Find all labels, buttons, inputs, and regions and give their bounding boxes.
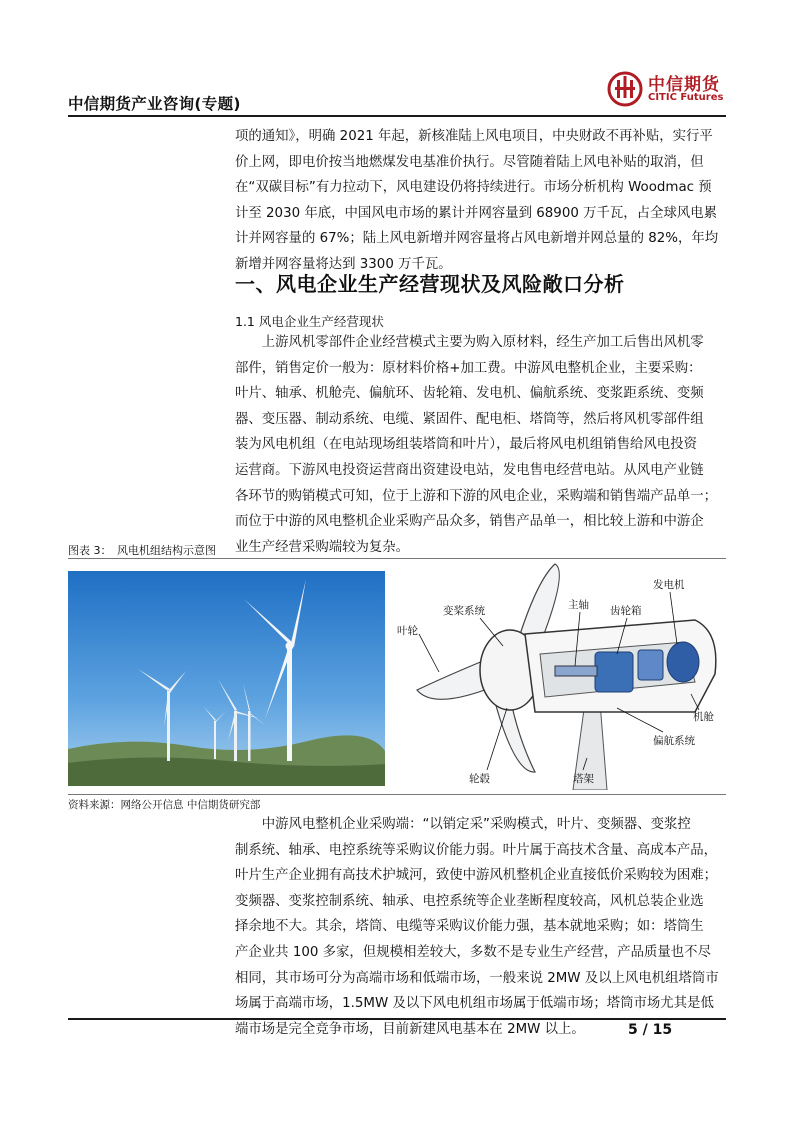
label-main-shaft: 主轴 (568, 599, 589, 611)
logo-chinese-text: 中信期货 (648, 75, 720, 95)
text-line: 相同，其市场可分为高端市场和低端市场，一般来说 2MW 及以上风电机组塔筒市 (235, 970, 719, 986)
paragraph-1 (235, 330, 727, 560)
paragraph-2 (235, 812, 727, 1042)
figure-source: 资料来源：网络公开信息 中信期货研究部 (68, 799, 261, 811)
label-pitch-system: 变桨系统 (443, 605, 485, 617)
wind-farm-photo (68, 571, 385, 786)
text-line: 叶片生产企业拥有高技术护城河，致使中游风机整机企业直接低价采购较为困难； (235, 868, 718, 884)
figure-bottom-rule (68, 794, 726, 795)
text-line: 制系统、轴承、电控系统等采购议价能力弱。叶片属于高技术含量、高成本产品， (235, 842, 718, 858)
text-line: 上游风机零部件企业经营模式主要为购入原材料，经生产加工后售出风机零 (235, 335, 704, 350)
text-line: 价上网，即电价按当地燃煤发电基准价执行。尽管随着陆上风电补贴的取消，但 (235, 154, 704, 170)
text-line: 中游风电整机企业采购端：“以销定采”采购模式，叶片、变频器、变浆控 (235, 817, 691, 832)
subsection-heading: 1.1 风电企业生产经营现状 (235, 314, 384, 329)
label-gearbox: 齿轮箱 (610, 605, 642, 617)
text-line: 部件，销售定价一般为：原材料价格+加工费。中游风电整机企业，主要采购： (235, 360, 702, 376)
label-tower: 塔架 (573, 773, 594, 785)
text-line: 产企业共 100 多家，但规模相差较大，多数不是专业生产经营，产品质量也不尽 (235, 944, 711, 960)
section-heading: 一、风电企业生产经营现状及风险敞口分析 (235, 272, 625, 296)
report-series-title: 中信期货产业咨询(专题) (68, 95, 241, 113)
header-divider (68, 115, 726, 117)
logo-english-text: CITIC Futures (648, 92, 724, 103)
label-nacelle: 机舱 (693, 711, 714, 723)
figure-top-rule (68, 558, 726, 559)
text-line: 运营商。下游风电投资运营商出资建设电站，发电售电经营电站。从风电产业链 (235, 462, 704, 478)
citic-logo-icon (606, 70, 644, 108)
text-line: 叶片、轴承、机舱壳、偏航环、齿轮箱、发电机、偏航系统、变浆距系统、变频 (235, 386, 704, 402)
text-line: 器、变压器、制动系统、电缆、紧固件、配电柜、塔筒等，然后将风机零部件组 (235, 411, 704, 427)
figure-caption: 图表 3： 风电机组结构示意图 (68, 544, 216, 557)
text-line: 场属于高端市场，1.5MW 及以下风电机组市场属于低端市场；塔筒市场尤其是低 (235, 996, 714, 1012)
footer-divider (68, 1018, 726, 1020)
label-generator: 发电机 (653, 579, 685, 591)
text-line: 装为风电机组（在电站现场组装塔筒和叶片），最后将风电机组销售给风电投资 (235, 437, 697, 453)
label-hub: 轮毂 (469, 773, 490, 785)
text-line: 业生产经营采购端较为复杂。 (235, 539, 410, 555)
text-line: 项的通知》，明确 2021 年起，新核准陆上风电项目，中央财政不再补贴，实行平 (235, 129, 713, 144)
text-line: 端市场是完全竞争市场，目前新建风电基本在 2MW 以上。 (235, 1021, 585, 1037)
intro-paragraph (235, 124, 727, 278)
citic-futures-logo (606, 70, 731, 110)
label-yaw-system: 偏航系统 (653, 735, 695, 747)
text-line: 择余地不大。其余，塔筒、电缆等采购议价能力强，基本就地采购；如：塔筒生 (235, 919, 704, 935)
text-line: 各环节的购销模式可知，位于上游和下游的风电企业，采购端和销售端产品单一； (235, 488, 718, 504)
text-line: 变频器、变浆控制系统、轴承、电控系统等企业垄断程度较高，风机总装企业选 (235, 893, 704, 909)
text-line: 计至 2030 年底，中国风电市场的累计并网容量到 68900 万千瓦，占全球风电累 (235, 205, 718, 221)
text-line: 计并网容量的 67%；陆上风电新增并网容量将占风电新增并网总量的 82%，年均 (235, 231, 719, 247)
label-blade: 叶轮 (397, 625, 418, 637)
text-line: 而位于中游的风电整机企业采购产品众多，销售产品单一，相比较上游和中游企 (235, 514, 704, 530)
turbine-structure-diagram (395, 562, 730, 790)
text-line: 在“双碳目标”有力拉动下，风电建设仍将持续进行。市场分析机构 Woodmac 预 (235, 180, 712, 196)
text-line: 新增并网容量将达到 3300 万千瓦。 (235, 256, 452, 272)
page-number: 5 / 15 (628, 1022, 673, 1038)
